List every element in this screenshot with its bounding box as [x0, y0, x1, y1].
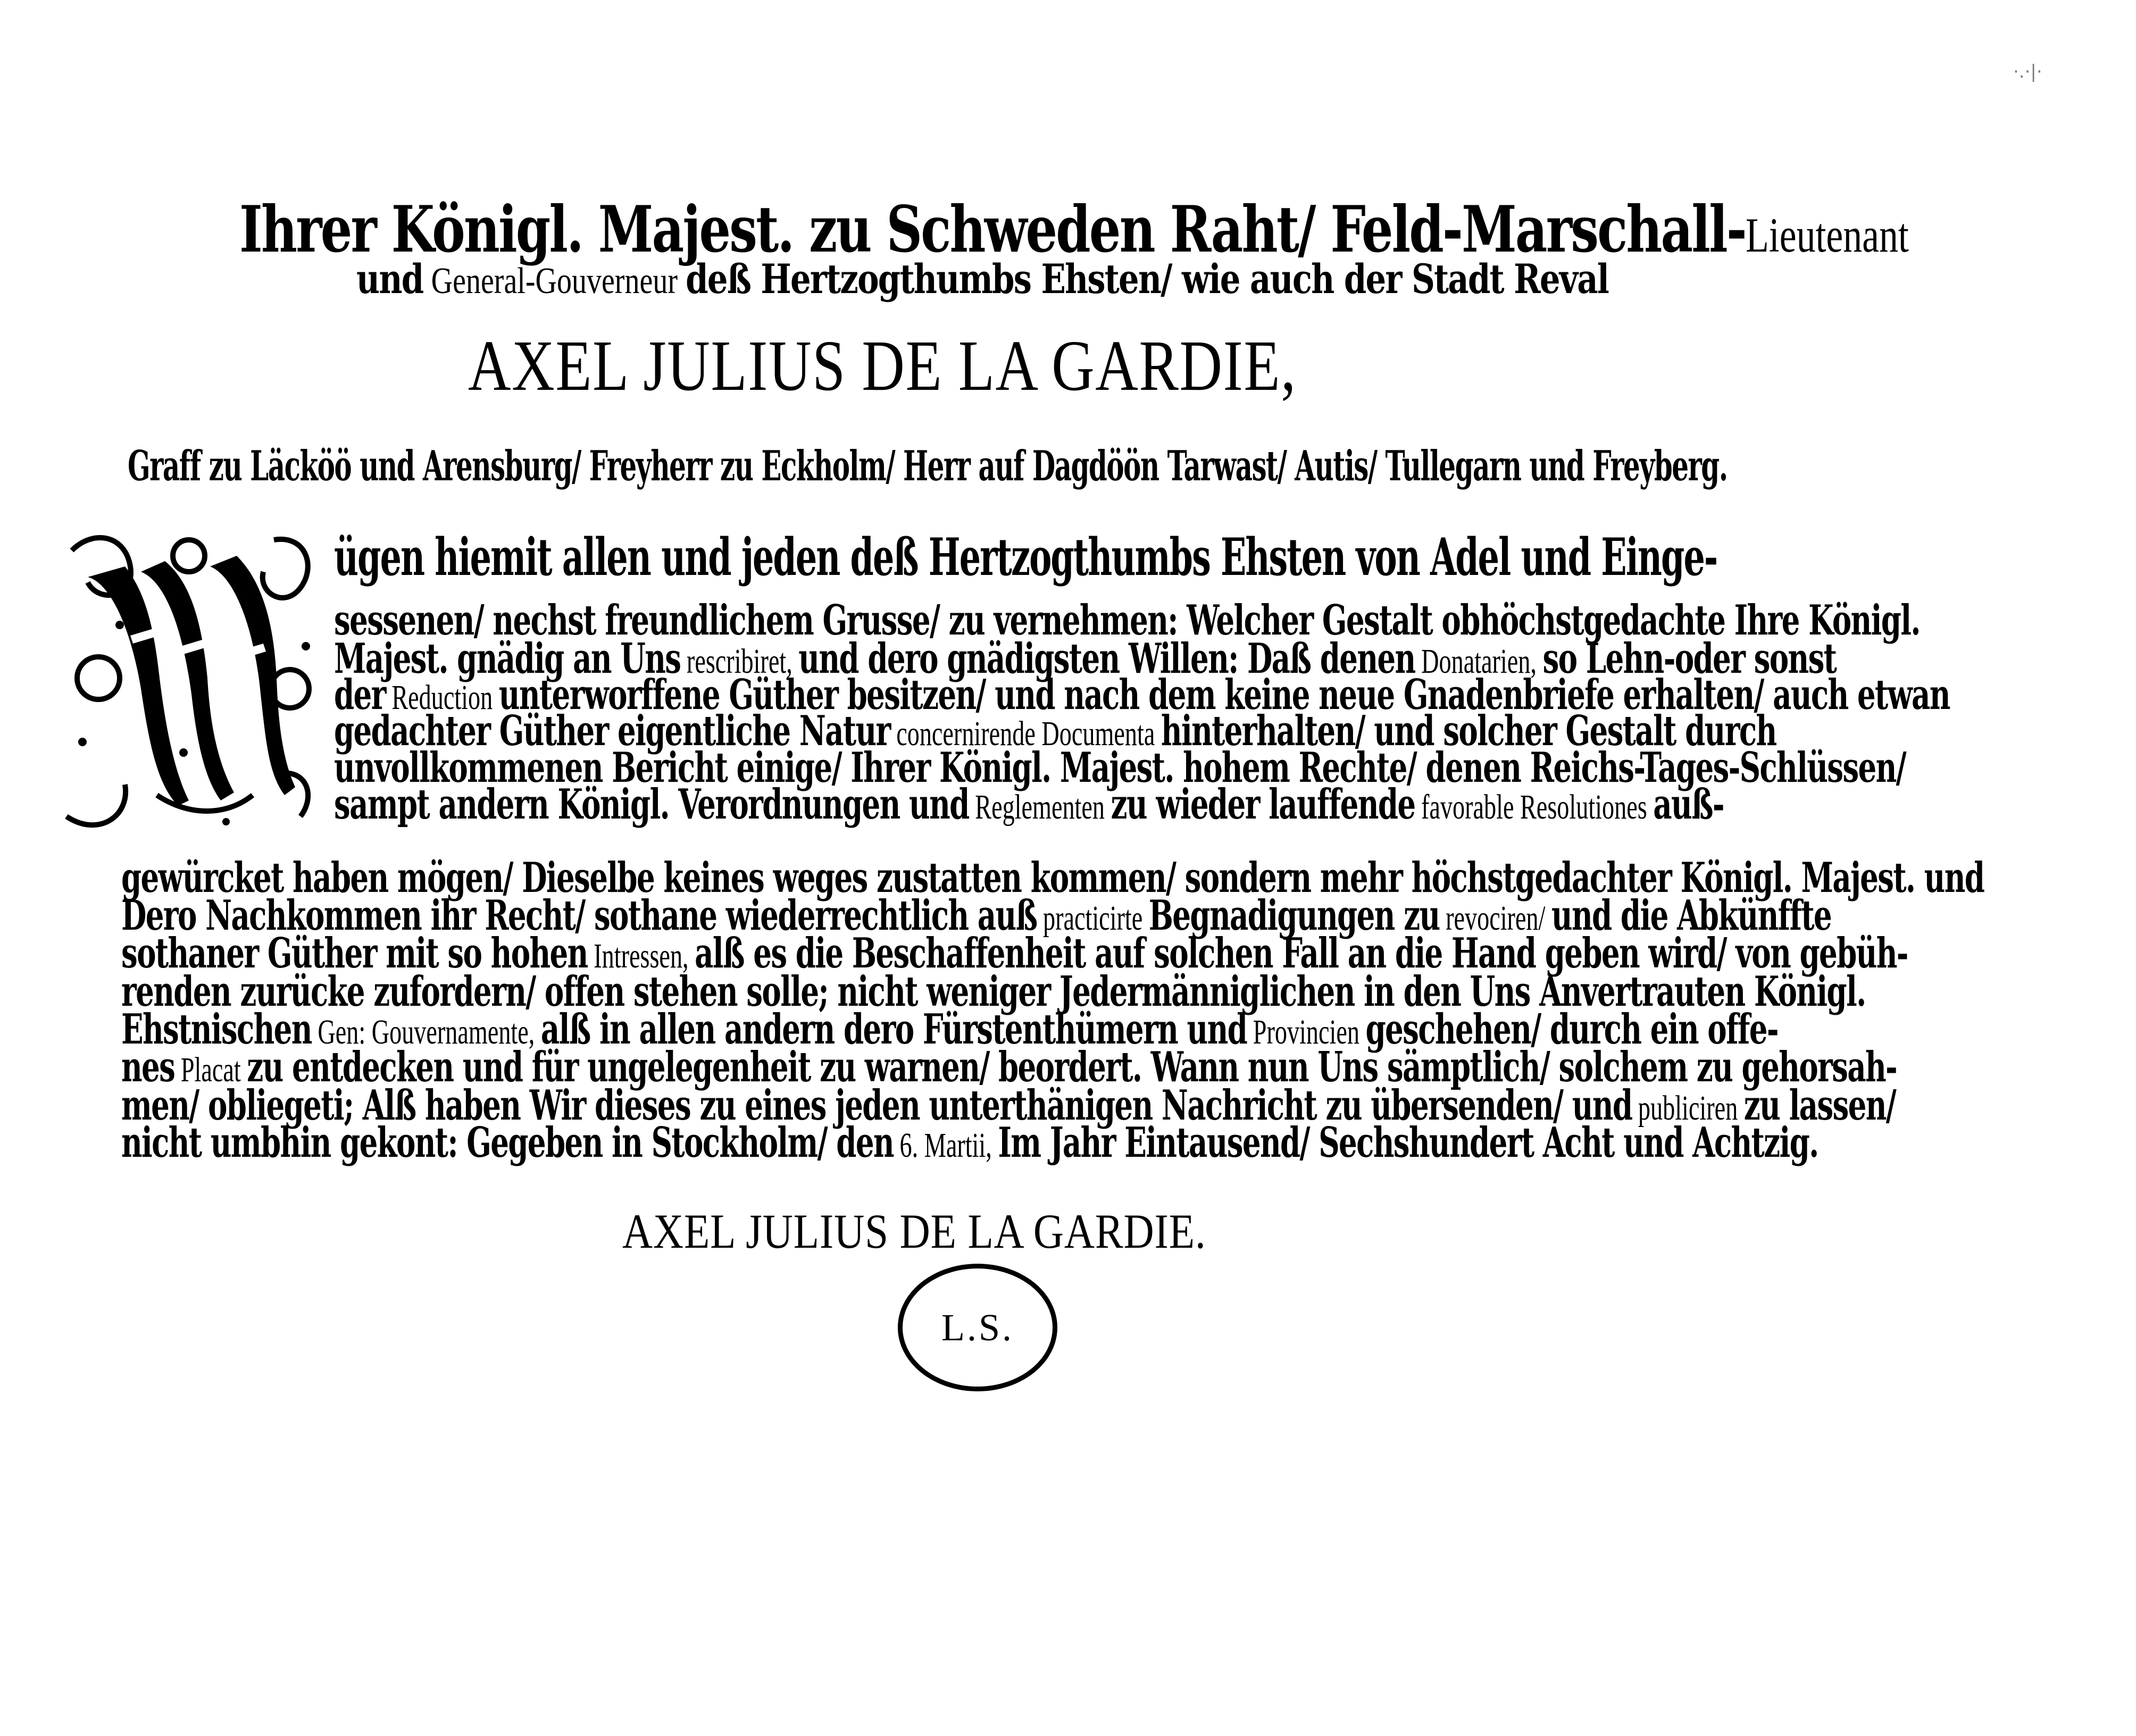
text-fraktur: alß in allen andern dero Fürstenthümern und — [540, 1005, 1247, 1054]
body-line-7 — [334, 780, 1724, 829]
text-fraktur: nicht umbhin gekont: Gegeben in Stockholm/ den — [121, 1119, 894, 1167]
text-fraktur: Begnadigungen zu — [1148, 891, 1440, 940]
text-fraktur: so Lehn-oder sonst — [1542, 635, 1837, 683]
issuer-titles: Graff zu Läcköö und Arensburg/ Freyherr zu Eckholm/ Herr auf Dagdöön Tarwast/ Autis/ Tullegarn und Freyberg. — [128, 442, 1728, 490]
text-fraktur: men/ obliegeti; Alß haben Wir dieses zu eines jeden unterthänigen Nachricht zu übersenden/ und — [121, 1081, 1632, 1130]
text-fraktur: Ehstnischen — [121, 1005, 312, 1054]
text-antiqua: concernirende Documenta — [890, 714, 1161, 753]
text-fraktur: gedachter Güther eigentliche Natur — [334, 707, 890, 755]
text-antiqua: rescribiret, — [680, 642, 799, 681]
header-general-gouverneur: General-Gouverneur — [431, 261, 678, 302]
text-fraktur: zu lassen/ — [1743, 1081, 1896, 1130]
header-line-1 — [239, 192, 1909, 267]
body-line-1: ügen hiemit allen und jeden deß Hertzogthumbs Ehsten von Adel und Einge- — [334, 527, 1717, 587]
header-duchy-estonia: deß Hertzogthumbs Ehsten/ wie auch der Stadt Reval — [686, 255, 1609, 303]
text-antiqua: revociren/ — [1439, 899, 1551, 938]
text-antiqua: Placat — [174, 1050, 247, 1089]
text-fraktur: Majest. gnädig an Uns — [334, 635, 681, 683]
body-line-8: gewürcket haben mögen/ Dieselbe keines weges zustatten kommen/ sondern mehr höchstgedachter Königl. Majest. und — [121, 854, 1984, 902]
header-line-2 — [356, 255, 1609, 303]
seal-label: L.S. — [941, 1306, 1014, 1349]
text-fraktur: auß- — [1653, 780, 1724, 829]
issuer-name-title: AXEL JULIUS DE LA GARDIE, — [468, 326, 1297, 406]
text-antiqua: Intressen, — [587, 937, 695, 975]
body-line-11: renden zurücke zufordern/ offen stehen solle; nicht weniger Jedermänniglichen in den Uns Anvertrauten Königl. — [121, 967, 1866, 1016]
header-antiqua: Lieutenant — [1745, 208, 1909, 262]
text-antiqua: practicirte — [1037, 899, 1149, 938]
text-fraktur: nes — [121, 1043, 175, 1091]
body-line-6: unvollkommenen Bericht einige/ Ihrer Königl. Majest. hohem Rechte/ denen Reichs-Tages-Schlüssen/ — [334, 744, 1906, 792]
text-fraktur: geschehen/ durch ein offe- — [1365, 1005, 1778, 1054]
text-fraktur: Im Jahr Eintausend/ Sechshundert Acht und Achtzig. — [998, 1119, 1818, 1167]
text-fraktur: sothaner Güther mit so hohen — [121, 929, 588, 978]
body-line-2: sessenen/ nechst freundlichem Grusse/ zu vernehmen: Welcher Gestalt obhöchstgedachte Ihre Königl. — [334, 596, 1920, 645]
text-fraktur: und die Abkünffte — [1551, 891, 1832, 940]
text-antiqua: Reglementen — [969, 788, 1111, 827]
text-fraktur: zu wieder lauffende — [1111, 780, 1415, 829]
text-fraktur: zu entdecken und für ungelegenheit zu warnen/ beordert. Wann nun Uns sämptlich/ solchem zu gehorsah- — [247, 1043, 1897, 1091]
archive-mark: ·.·|· — [2013, 61, 2042, 82]
text-antiqua: Provincien — [1247, 1013, 1366, 1051]
decorated-initial-w — [51, 519, 327, 838]
signature: AXEL JULIUS DE LA GARDIE. — [622, 1204, 1206, 1258]
text-fraktur: hinterhalten/ und solcher Gestalt durch — [1161, 707, 1776, 755]
text-antiqua: publiciren — [1632, 1089, 1744, 1128]
text-antiqua: favorable Resolutiones — [1415, 788, 1654, 827]
text-fraktur: unterworffene Güther besitzen/ und nach dem keine neue Gnadenbriefe erhalten/ auch etwan — [498, 671, 1950, 719]
ornament-initial-icon — [51, 519, 327, 838]
text-fraktur: und dero gnädigsten Willen: Daß denen — [798, 635, 1415, 683]
body-line-15-dateline — [121, 1119, 1818, 1167]
header-fraktur: Ihrer Königl. Majest. zu Schweden Raht/ Feld-Marschall- — [239, 192, 1746, 267]
text-antiqua: Gen: Gouvernamente, — [311, 1013, 541, 1051]
date-antiqua: 6. Martii, — [893, 1126, 998, 1165]
text-antiqua: Reduction — [385, 678, 499, 717]
text-fraktur: alß es die Beschaffenheit auf solchen Fall an die Hand geben wird/ von gebüh- — [695, 929, 1908, 978]
seal-circle — [898, 1264, 1057, 1391]
text-fraktur: Dero Nachkommen ihr Recht/ sothane wiederrechtlich auß — [121, 891, 1037, 940]
text-fraktur: der — [334, 671, 386, 719]
text-antiqua: Donatarien, — [1415, 642, 1543, 681]
text-fraktur: sampt andern Königl. Verordnungen und — [334, 780, 969, 829]
header-und: und — [356, 255, 423, 303]
